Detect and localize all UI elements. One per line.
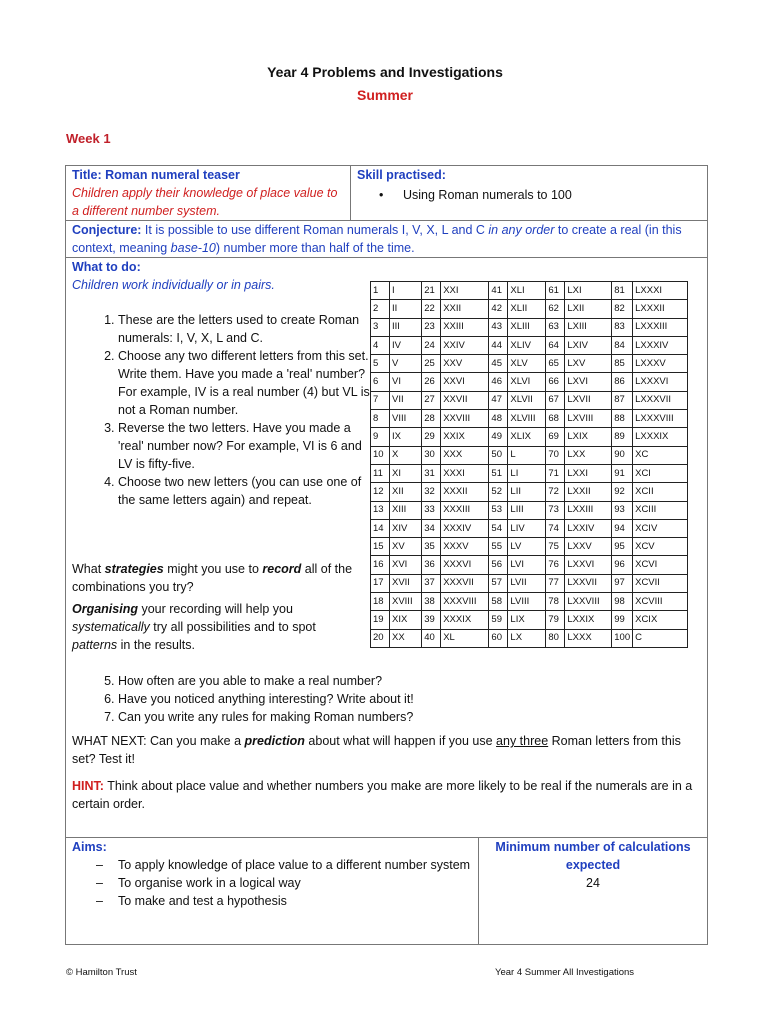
arabic-number-cell: 19 bbox=[371, 611, 390, 629]
roman-numeral-cell: LXXII bbox=[565, 483, 612, 501]
arabic-number-cell: 71 bbox=[546, 464, 565, 482]
roman-numeral-cell: LXIV bbox=[565, 336, 612, 354]
roman-numeral-cell: LXII bbox=[565, 300, 612, 318]
roman-numeral-cell: XLVIII bbox=[508, 410, 546, 428]
table-row bbox=[371, 373, 688, 391]
arabic-number-cell: 91 bbox=[612, 464, 633, 482]
arabic-number-cell: 74 bbox=[546, 519, 565, 537]
arabic-number-cell: 93 bbox=[612, 501, 633, 519]
roman-numeral-cell: VI bbox=[390, 373, 422, 391]
table-row bbox=[371, 410, 688, 428]
conjecture-cell: Conjecture: It is possible to use different Roman numerals I, V, X, L and C in any order to create a real (in this context, meaning base-10) number more than half of the time. bbox=[72, 223, 682, 255]
roman-numeral-cell: XVII bbox=[390, 574, 422, 592]
table-row bbox=[371, 483, 688, 501]
table-row bbox=[371, 574, 688, 592]
roman-numeral-cell: I bbox=[390, 282, 422, 300]
arabic-number-cell: 58 bbox=[489, 593, 508, 611]
arabic-number-cell: 42 bbox=[489, 300, 508, 318]
arabic-number-cell: 10 bbox=[371, 446, 390, 464]
roman-numeral-cell: LXIX bbox=[565, 428, 612, 446]
question-item: 5. How often are you able to make a real number? bbox=[118, 672, 718, 690]
arabic-number-cell: 23 bbox=[422, 318, 441, 336]
arabic-number-cell: 81 bbox=[612, 282, 633, 300]
roman-numeral-cell: XXXIV bbox=[441, 519, 489, 537]
roman-numeral-cell: LXXXV bbox=[633, 355, 688, 373]
roman-numeral-cell: LXXXI bbox=[633, 282, 688, 300]
page-title: Year 4 Problems and Investigations bbox=[267, 64, 503, 80]
roman-numeral-cell: LIII bbox=[508, 501, 546, 519]
bullet-icon: • bbox=[379, 188, 384, 202]
table-row bbox=[371, 629, 688, 647]
step-item: 2. Choose any two different letters from this set. Write them. Have you made a 'real' number? For example, IV is a real number (4) but VL is not a Roman number. bbox=[118, 347, 370, 419]
roman-numeral-cell: X bbox=[390, 446, 422, 464]
roman-numeral-cell: LIV bbox=[508, 519, 546, 537]
arabic-number-cell: 88 bbox=[612, 410, 633, 428]
roman-numeral-cell: LII bbox=[508, 483, 546, 501]
table-row bbox=[371, 446, 688, 464]
arabic-number-cell: 43 bbox=[489, 318, 508, 336]
roman-numeral-cell: VII bbox=[390, 391, 422, 409]
roman-numeral-cell: XVIII bbox=[390, 593, 422, 611]
roman-numeral-cell: XXV bbox=[441, 355, 489, 373]
table-row bbox=[371, 300, 688, 318]
roman-numeral-cell: XLI bbox=[508, 282, 546, 300]
arabic-number-cell: 13 bbox=[371, 501, 390, 519]
arabic-number-cell: 14 bbox=[371, 519, 390, 537]
step-item: 4. Choose two new letters (you can use one of the same letters again) and repeat. bbox=[118, 473, 370, 509]
arabic-number-cell: 99 bbox=[612, 611, 633, 629]
arabic-number-cell: 44 bbox=[489, 336, 508, 354]
roman-numeral-cell: LXXXVIII bbox=[633, 410, 688, 428]
table-row bbox=[371, 282, 688, 300]
dash-icon: – bbox=[96, 858, 103, 872]
arabic-number-cell: 26 bbox=[422, 373, 441, 391]
roman-numeral-cell: XXXIX bbox=[441, 611, 489, 629]
arabic-number-cell: 36 bbox=[422, 556, 441, 574]
roman-numeral-cell: XXIII bbox=[441, 318, 489, 336]
roman-numeral-cell: XXVII bbox=[441, 391, 489, 409]
roman-numeral-cell: XXX bbox=[441, 446, 489, 464]
arabic-number-cell: 59 bbox=[489, 611, 508, 629]
arabic-number-cell: 8 bbox=[371, 410, 390, 428]
table-row bbox=[371, 355, 688, 373]
roman-numeral-cell: LI bbox=[508, 464, 546, 482]
arabic-number-cell: 20 bbox=[371, 629, 390, 647]
roman-numeral-cell: V bbox=[390, 355, 422, 373]
arabic-number-cell: 68 bbox=[546, 410, 565, 428]
roman-numeral-cell: IV bbox=[390, 336, 422, 354]
arabic-number-cell: 97 bbox=[612, 574, 633, 592]
roman-numeral-cell: XLIV bbox=[508, 336, 546, 354]
page-subtitle: Summer bbox=[356, 87, 414, 103]
table-row bbox=[371, 464, 688, 482]
table-row bbox=[371, 391, 688, 409]
roman-numeral-cell: XXXVI bbox=[441, 556, 489, 574]
week-heading: Week 1 bbox=[66, 131, 111, 146]
table-row bbox=[371, 428, 688, 446]
roman-numeral-cell: LXXXVI bbox=[633, 373, 688, 391]
roman-numeral-cell: XXVIII bbox=[441, 410, 489, 428]
roman-numeral-cell: XXI bbox=[441, 282, 489, 300]
roman-numeral-cell: L bbox=[508, 446, 546, 464]
roman-numeral-cell: LXV bbox=[565, 355, 612, 373]
arabic-number-cell: 27 bbox=[422, 391, 441, 409]
roman-numeral-cell: XCV bbox=[633, 538, 688, 556]
arabic-number-cell: 54 bbox=[489, 519, 508, 537]
roman-numeral-cell: LVI bbox=[508, 556, 546, 574]
arabic-number-cell: 12 bbox=[371, 483, 390, 501]
organising-text: Organising your recording will help you systematically try all possibilities and to spot patterns in the results. bbox=[72, 602, 316, 652]
skill-label: Skill practised: bbox=[357, 168, 446, 182]
arabic-number-cell: 72 bbox=[546, 483, 565, 501]
roman-numeral-cell: XLVII bbox=[508, 391, 546, 409]
arabic-number-cell: 86 bbox=[612, 373, 633, 391]
roman-numeral-cell: LXXI bbox=[565, 464, 612, 482]
arabic-number-cell: 61 bbox=[546, 282, 565, 300]
arabic-number-cell: 70 bbox=[546, 446, 565, 464]
todo-intro: Children work individually or in pairs. bbox=[72, 278, 275, 292]
arabic-number-cell: 49 bbox=[489, 428, 508, 446]
arabic-number-cell: 1 bbox=[371, 282, 390, 300]
aim-item: – To make and test a hypothesis bbox=[96, 894, 287, 908]
roman-numeral-cell: XLII bbox=[508, 300, 546, 318]
arabic-number-cell: 15 bbox=[371, 538, 390, 556]
arabic-number-cell: 65 bbox=[546, 355, 565, 373]
arabic-number-cell: 9 bbox=[371, 428, 390, 446]
arabic-number-cell: 37 bbox=[422, 574, 441, 592]
roman-numeral-cell: LXXVIII bbox=[565, 593, 612, 611]
arabic-number-cell: 40 bbox=[422, 629, 441, 647]
roman-numeral-cell: LXXXIV bbox=[633, 336, 688, 354]
arabic-number-cell: 38 bbox=[422, 593, 441, 611]
roman-numeral-cell: LXXXII bbox=[633, 300, 688, 318]
table-row bbox=[371, 318, 688, 336]
question-item: 6. Have you noticed anything interesting? Write about it! bbox=[118, 690, 718, 708]
arabic-number-cell: 57 bbox=[489, 574, 508, 592]
roman-numeral-table bbox=[370, 281, 688, 648]
arabic-number-cell: 24 bbox=[422, 336, 441, 354]
table-row bbox=[371, 556, 688, 574]
strategies-text: What strategies might you use to record all of the combinations you try? bbox=[72, 562, 353, 594]
roman-numeral-cell: XIV bbox=[390, 519, 422, 537]
table-row bbox=[371, 593, 688, 611]
arabic-number-cell: 63 bbox=[546, 318, 565, 336]
arabic-number-cell: 98 bbox=[612, 593, 633, 611]
roman-numeral-cell: LXXXVII bbox=[633, 391, 688, 409]
roman-numeral-cell: XCI bbox=[633, 464, 688, 482]
roman-numeral-cell: XCII bbox=[633, 483, 688, 501]
roman-numeral-cell: XII bbox=[390, 483, 422, 501]
roman-numeral-cell: XL bbox=[441, 629, 489, 647]
roman-numeral-cell: XXXIII bbox=[441, 501, 489, 519]
arabic-number-cell: 11 bbox=[371, 464, 390, 482]
aim-item: – To organise work in a logical way bbox=[96, 876, 301, 890]
roman-numeral-cell: XXIX bbox=[441, 428, 489, 446]
roman-numeral-cell: XCIX bbox=[633, 611, 688, 629]
skill-item: • Using Roman numerals to 100 bbox=[379, 188, 572, 202]
arabic-number-cell: 95 bbox=[612, 538, 633, 556]
dash-icon: – bbox=[96, 894, 103, 908]
roman-numeral-cell: XV bbox=[390, 538, 422, 556]
steps-list bbox=[96, 311, 370, 509]
arabic-number-cell: 56 bbox=[489, 556, 508, 574]
table-row bbox=[371, 519, 688, 537]
arabic-number-cell: 85 bbox=[612, 355, 633, 373]
arabic-number-cell: 41 bbox=[489, 282, 508, 300]
arabic-number-cell: 22 bbox=[422, 300, 441, 318]
arabic-number-cell: 73 bbox=[546, 501, 565, 519]
arabic-number-cell: 77 bbox=[546, 574, 565, 592]
roman-numeral-cell: LXXXIII bbox=[633, 318, 688, 336]
roman-numeral-cell: XXXV bbox=[441, 538, 489, 556]
arabic-number-cell: 55 bbox=[489, 538, 508, 556]
arabic-number-cell: 17 bbox=[371, 574, 390, 592]
roman-numeral-cell: XXXI bbox=[441, 464, 489, 482]
roman-numeral-cell: XCIV bbox=[633, 519, 688, 537]
footer-right: Year 4 Summer All Investigations bbox=[495, 967, 635, 978]
min-calc-value: 24 bbox=[586, 876, 600, 890]
arabic-number-cell: 3 bbox=[371, 318, 390, 336]
arabic-number-cell: 79 bbox=[546, 611, 565, 629]
step-item: 3. Reverse the two letters. Have you made a 'real' number now? For example, VI is 6 and LV is fifty-five. bbox=[118, 419, 370, 473]
arabic-number-cell: 75 bbox=[546, 538, 565, 556]
arabic-number-cell: 48 bbox=[489, 410, 508, 428]
arabic-number-cell: 28 bbox=[422, 410, 441, 428]
arabic-number-cell: 39 bbox=[422, 611, 441, 629]
roman-numeral-cell: LXXXIX bbox=[633, 428, 688, 446]
roman-numeral-cell: XVI bbox=[390, 556, 422, 574]
roman-numeral-cell: LXIII bbox=[565, 318, 612, 336]
roman-numeral-cell: LXXX bbox=[565, 629, 612, 647]
arabic-number-cell: 66 bbox=[546, 373, 565, 391]
arabic-number-cell: 80 bbox=[546, 629, 565, 647]
roman-numeral-cell: LXI bbox=[565, 282, 612, 300]
table-row bbox=[371, 501, 688, 519]
roman-numeral-cell: LVIII bbox=[508, 593, 546, 611]
conjecture-label: Conjecture: bbox=[72, 223, 142, 237]
roman-numeral-cell: XIX bbox=[390, 611, 422, 629]
aims-label: Aims: bbox=[72, 840, 107, 854]
arabic-number-cell: 45 bbox=[489, 355, 508, 373]
roman-numeral-cell: LXVIII bbox=[565, 410, 612, 428]
roman-numeral-cell: LXXIII bbox=[565, 501, 612, 519]
questions-list bbox=[96, 672, 718, 726]
arabic-number-cell: 46 bbox=[489, 373, 508, 391]
arabic-number-cell: 51 bbox=[489, 464, 508, 482]
roman-numeral-cell: C bbox=[633, 629, 688, 647]
roman-numeral-cell: LXVI bbox=[565, 373, 612, 391]
min-calc-label: Minimum number of calculations expected bbox=[495, 840, 691, 872]
footer-left: © Hamilton Trust bbox=[66, 967, 137, 978]
roman-numeral-cell: XCVIII bbox=[633, 593, 688, 611]
title-description: Children apply their knowledge of place value to a different number system. bbox=[72, 186, 338, 218]
step-item: 1. These are the letters used to create Roman numerals: I, V, X, L and C. bbox=[118, 311, 370, 347]
roman-numeral-cell: LXXIV bbox=[565, 519, 612, 537]
roman-numeral-cell: LIX bbox=[508, 611, 546, 629]
arabic-number-cell: 60 bbox=[489, 629, 508, 647]
roman-numeral-cell: LXXVII bbox=[565, 574, 612, 592]
arabic-number-cell: 64 bbox=[546, 336, 565, 354]
arabic-number-cell: 30 bbox=[422, 446, 441, 464]
divider-todo bbox=[65, 257, 708, 258]
roman-numeral-cell: LXXIX bbox=[565, 611, 612, 629]
roman-numeral-cell: LVII bbox=[508, 574, 546, 592]
arabic-number-cell: 34 bbox=[422, 519, 441, 537]
roman-numeral-cell: LX bbox=[508, 629, 546, 647]
title-label: Title: Roman numeral teaser bbox=[72, 168, 240, 182]
arabic-number-cell: 32 bbox=[422, 483, 441, 501]
arabic-number-cell: 62 bbox=[546, 300, 565, 318]
arabic-number-cell: 94 bbox=[612, 519, 633, 537]
roman-numeral-cell: LXXV bbox=[565, 538, 612, 556]
arabic-number-cell: 16 bbox=[371, 556, 390, 574]
arabic-number-cell: 83 bbox=[612, 318, 633, 336]
roman-numeral-cell: LXXVI bbox=[565, 556, 612, 574]
roman-numeral-cell: II bbox=[390, 300, 422, 318]
arabic-number-cell: 31 bbox=[422, 464, 441, 482]
arabic-number-cell: 35 bbox=[422, 538, 441, 556]
roman-numeral-cell: XLV bbox=[508, 355, 546, 373]
roman-numeral-cell: XIII bbox=[390, 501, 422, 519]
table-row bbox=[371, 336, 688, 354]
arabic-number-cell: 78 bbox=[546, 593, 565, 611]
roman-numeral-cell: XXXVIII bbox=[441, 593, 489, 611]
arabic-number-cell: 21 bbox=[422, 282, 441, 300]
aim-item: – To apply knowledge of place value to a different number system bbox=[96, 858, 471, 872]
arabic-number-cell: 7 bbox=[371, 391, 390, 409]
roman-numeral-cell: III bbox=[390, 318, 422, 336]
min-calc-cell bbox=[482, 838, 704, 892]
roman-numeral-cell: XXIV bbox=[441, 336, 489, 354]
roman-numeral-cell: XX bbox=[390, 629, 422, 647]
roman-numeral-cell: XXVI bbox=[441, 373, 489, 391]
roman-numeral-cell: XLIX bbox=[508, 428, 546, 446]
table-row bbox=[371, 538, 688, 556]
title-cell bbox=[72, 166, 347, 220]
arabic-number-cell: 82 bbox=[612, 300, 633, 318]
arabic-number-cell: 29 bbox=[422, 428, 441, 446]
arabic-number-cell: 50 bbox=[489, 446, 508, 464]
arabic-number-cell: 25 bbox=[422, 355, 441, 373]
header-divider bbox=[350, 165, 351, 220]
skill-cell bbox=[357, 166, 702, 204]
roman-numeral-cell: XC bbox=[633, 446, 688, 464]
roman-numeral-cell: XCVI bbox=[633, 556, 688, 574]
arabic-number-cell: 87 bbox=[612, 391, 633, 409]
arabic-number-cell: 67 bbox=[546, 391, 565, 409]
roman-numeral-cell: IX bbox=[390, 428, 422, 446]
question-item: 7. Can you write any rules for making Roman numbers? bbox=[118, 708, 718, 726]
arabic-number-cell: 96 bbox=[612, 556, 633, 574]
todo-label: What to do: bbox=[72, 260, 141, 274]
roman-numeral-cell: VIII bbox=[390, 410, 422, 428]
arabic-number-cell: 18 bbox=[371, 593, 390, 611]
roman-numeral-cell: LXVII bbox=[565, 391, 612, 409]
roman-numeral-cell: LV bbox=[508, 538, 546, 556]
arabic-number-cell: 100 bbox=[612, 629, 633, 647]
aims-cell bbox=[72, 838, 472, 910]
roman-numeral-cell: XCIII bbox=[633, 501, 688, 519]
arabic-number-cell: 76 bbox=[546, 556, 565, 574]
arabic-number-cell: 47 bbox=[489, 391, 508, 409]
arabic-number-cell: 5 bbox=[371, 355, 390, 373]
table-row bbox=[371, 611, 688, 629]
roman-numeral-cell: XXII bbox=[441, 300, 489, 318]
roman-numeral-cell: XXXVII bbox=[441, 574, 489, 592]
roman-numeral-cell: XXXII bbox=[441, 483, 489, 501]
roman-numeral-cell: XI bbox=[390, 464, 422, 482]
arabic-number-cell: 69 bbox=[546, 428, 565, 446]
what-next-text: WHAT NEXT: Can you make a prediction about what will happen if you use any three Roman letters from this set? Test it! bbox=[72, 734, 681, 766]
hint-text: HINT: Think about place value and whether numbers you make are more likely to be real if the numerals are in a certain order. bbox=[72, 779, 693, 811]
arabic-number-cell: 6 bbox=[371, 373, 390, 391]
roman-numeral-cell: XLIII bbox=[508, 318, 546, 336]
dash-icon: – bbox=[96, 876, 103, 890]
arabic-number-cell: 92 bbox=[612, 483, 633, 501]
arabic-number-cell: 4 bbox=[371, 336, 390, 354]
arabic-number-cell: 33 bbox=[422, 501, 441, 519]
arabic-number-cell: 52 bbox=[489, 483, 508, 501]
arabic-number-cell: 53 bbox=[489, 501, 508, 519]
aims-divider bbox=[478, 837, 479, 945]
roman-numeral-cell: XCVII bbox=[633, 574, 688, 592]
roman-numeral-cell: XLVI bbox=[508, 373, 546, 391]
arabic-number-cell: 84 bbox=[612, 336, 633, 354]
arabic-number-cell: 2 bbox=[371, 300, 390, 318]
arabic-number-cell: 89 bbox=[612, 428, 633, 446]
arabic-number-cell: 90 bbox=[612, 446, 633, 464]
roman-numeral-cell: LXX bbox=[565, 446, 612, 464]
